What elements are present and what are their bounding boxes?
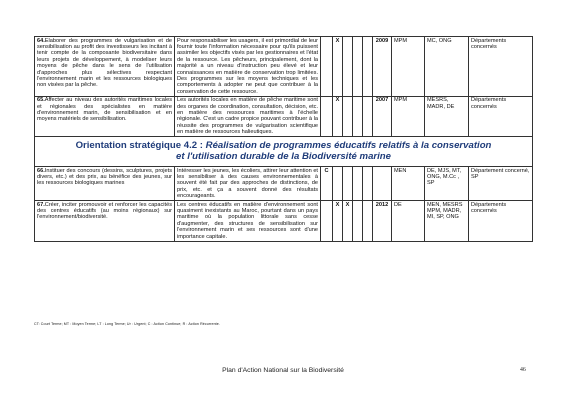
action-cell: [35, 167, 175, 201]
lt-cell: [343, 167, 353, 201]
blank-cell: [321, 37, 333, 97]
lt-cell: X: [343, 201, 353, 241]
orientation-row: [35, 137, 533, 167]
action-table: [34, 36, 533, 242]
action-number: 65.: [37, 97, 45, 104]
lead-cell: MEN: [392, 167, 425, 201]
action-cell: [35, 96, 175, 136]
extra-cell: [363, 37, 373, 97]
action-cell: [35, 37, 175, 97]
orientation-line-1: [35, 140, 532, 151]
action-number: 66.: [37, 167, 45, 174]
area-cell: Départements concernés: [469, 37, 533, 97]
year-cell: 2007: [373, 96, 392, 136]
action-text: Affecter au niveau des autorités maritimes locales et régionales des spécialistes en matière d'environnement marin, de sensibilisation et en moyens matériels de sensibilisation.: [37, 97, 172, 123]
action-cell: [35, 201, 175, 241]
justification-cell: Les centres éducatifs en matière d'environnement sont quasiment inexistants au Maroc, pourtant dans un pays maritime où la population littorale sans cesse d'augmenter, des structures de sensibilisation sur l'environnement marin et ses ressources sont d'une importance capitale.: [175, 201, 321, 241]
partners-cell: MEN, MESRS MPM, MADR, MI, SP, ONG: [425, 201, 469, 241]
ur-cell: [353, 37, 363, 97]
ur-cell: [353, 201, 363, 241]
partners-cell: MESRS, MADR, DE: [425, 96, 469, 136]
table-row: [35, 96, 533, 136]
table-row: [35, 201, 533, 241]
ur-cell: [353, 96, 363, 136]
action-number: 64.: [37, 37, 45, 44]
year-cell: 2009: [373, 37, 392, 97]
ur-cell: [353, 167, 363, 201]
area-cell: Départements concernés: [469, 201, 533, 241]
extra-cell: [363, 167, 373, 201]
table-row: [35, 167, 533, 201]
lt-cell: [343, 96, 353, 136]
ct-cell: C: [321, 167, 333, 201]
blank-cell: [321, 96, 333, 136]
lead-cell: MPM: [392, 37, 425, 97]
year-cell: 2012: [373, 201, 392, 241]
year-cell: [373, 167, 392, 201]
area-cell: Département concerné, SP: [469, 167, 533, 201]
lead-cell: MPM: [392, 96, 425, 136]
extra-cell: [363, 201, 373, 241]
action-number: 67.: [37, 201, 45, 208]
orientation-prefix: Orientation stratégique 4.2 :: [75, 140, 206, 152]
ct-cell: [321, 201, 333, 241]
partners-cell: DE, MJS, MT, ONG, M.Cc , SP: [425, 167, 469, 201]
mt-cell: [333, 167, 343, 201]
orientation-heading: [35, 137, 533, 167]
table-row: [35, 37, 533, 97]
abbreviation-legend: CT: Court Terme; MT : Moyen Terme; LT : Long Terme; Ur : Urgent; C : Action Continue; R : Action Récurrente.: [34, 322, 220, 326]
mt-cell: X: [333, 37, 343, 97]
orientation-title-1: Réalisation de programmes éducatifs relatifs à la conservation: [205, 140, 492, 152]
mt-cell: X: [333, 201, 343, 241]
mt-cell: X: [333, 96, 343, 136]
footer-title: Plan d'Action National sur la Biodiversité: [222, 367, 344, 374]
lead-cell: DE: [392, 201, 425, 241]
partners-cell: MC, ONG: [425, 37, 469, 97]
action-plan-sheet: [34, 36, 532, 242]
action-text: Créer, inciter promouvoir et renforcer les capacités des centres éducatifs (au moins régionaux) sur l'environnement/biodiversité.: [37, 201, 172, 221]
lt-cell: [343, 37, 353, 97]
extra-cell: [363, 96, 373, 136]
justification-cell: Intéresser les jeunes, les écoliers, attirer leur attention et les sensibiliser à des causes environnementales à souvent été fait par des approches de distinctions, de prix, etc. et ça a souvent donné des résultats encourageants.: [175, 167, 321, 201]
justification-cell: Pour responsabiliser les usagers, il est primordial de leur fournir toute l'information nécessaire pour qu'ils puissent assimiler les objectifs visés par les gestionnaires et l'état de la ressource. Les pêcheurs, principalement, dont la majorité a un niveau d'instruction peu élevé et leur connaissances en matière de conservation trop limitées. Des programmes sur les moyens techniques et les comportements à adopter ne peut que contribuer à la conservation de cette ressource.: [175, 37, 321, 97]
area-cell: Départements concernés: [469, 96, 533, 136]
orientation-title-2: et l'utilisation durable de la Biodiversité marine: [176, 151, 391, 163]
justification-cell: Les autorités locales en matière de pêche maritime sont des organes de coordination, consultation, décision, etc. en matière des ressources maritimes à l'échelle régionale. C'est un cadre propice pouvant contribuer à la réussite des programmes de vulgarisation scientifique en matière de ressources halieutiques.: [175, 96, 321, 136]
action-text: Elaborer des programmes de vulgarisation et de sensibilisation au profit des investisseurs les incitant à tenir compte de la composante biodiversitaire dans leurs projets de développement, à modeliser leurs moyens de pêche dans le sens de l'utilisation d'approches plus sélectives respectant l'environnement marin et les ressources biologiques non visées par la pêche.: [37, 37, 172, 89]
page-number: 46: [520, 367, 526, 373]
action-text: Instituer des concours (dessins, sculptures, projets divers, etc.) et des prix, au bénéfice des jeunes, sur les ressources biologiques marines: [37, 167, 172, 187]
